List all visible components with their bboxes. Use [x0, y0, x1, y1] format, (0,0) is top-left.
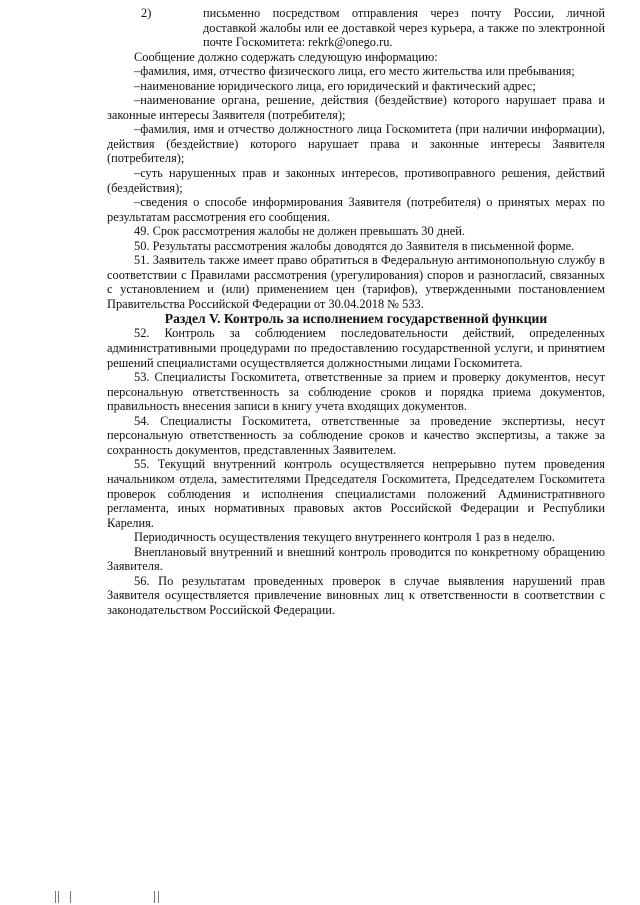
item-number: 2) [141, 6, 152, 20]
paragraph-49: 49. Срок рассмотрения жалобы не должен превышать 30 дней. [134, 224, 465, 239]
required-info-item: –сведения о способе информирования Заявителя (потребителя) о принятых мерах по результатам рассмотрения его сообщения. [107, 195, 605, 224]
required-info-item: –фамилия, имя и отчество должностного лица Госкомитета (при наличии информации), действия (бездействие) которого нарушает права и законные интересы Заявителя (потребителя); [107, 122, 605, 166]
message-intro: Сообщение должно содержать следующую информацию: [134, 49, 438, 64]
required-info-item: –суть нарушенных прав и законных интересов, противоправного решения, действий (бездействия); [107, 166, 605, 195]
required-info-item: –фамилия, имя, отчество физического лица, его место жительства или пребывания; [134, 64, 575, 79]
document-page [107, 6, 605, 617]
paragraph-52: 52. Контроль за соблюдением последовательности действий, определенных административными процедурами по предоставлению государственной услуги, и принятием решений специалистами осуществляется должностными лицами Госкомитета. [107, 326, 605, 370]
required-info-item: –наименование органа, решение, действия (бездействие) которого нарушает права и законные интересы Заявителя (потребителя); [107, 93, 605, 122]
paragraph-53: 53. Специалисты Госкомитета, ответственные за прием и проверку документов, несут персональную ответственность за соблюдение сроков и порядка приема документов, правильность внесения записи в книгу учета входящих документов. [107, 370, 605, 414]
section-title: Раздел V. Контроль за исполнением государственной функции [164, 311, 548, 327]
paragraph-50: 50. Результаты рассмотрения жалобы доводятся до Заявителя в письменной форме. [134, 238, 575, 253]
scan-artifact-marks [55, 891, 215, 903]
paragraph-55: 55. Текущий внутренний контроль осуществляется непрерывно путем проведения начальником отдела, заместителями Председателя Госкомитета, Председателем Госкомитета проверок соблюдения и исполнения специалистами положений Административного регламента, иных нормативных правовых актов Российской Федерации и Республики Карелия. [107, 457, 605, 530]
paragraph-54: 54. Специалисты Госкомитета, ответственные за проведение экспертизы, несут персональную ответственность за соблюдение сроков и качество экспертизы, а также за сохранность документов, представленных Заявителем. [107, 413, 605, 457]
paragraph-55-periodicity: Периодичность осуществления текущего внутреннего контроля 1 раз в неделю. [134, 530, 555, 545]
paragraph-55-unscheduled: Внеплановый внутренний и внешний контроль проводится по конкретному обращению Заявителя. [107, 544, 605, 574]
required-info-item: –наименование юридического лица, его юридический и фактический адрес; [134, 78, 536, 93]
list-item-2 [107, 6, 605, 50]
paragraph-56: 56. По результатам проведенных проверок в случае выявления нарушений прав Заявителя осуществляется привлечение виновных лиц к ответственности в соответствии с законодательством Российской Федерации. [107, 573, 605, 617]
paragraph-51: 51. Заявитель также имеет право обратиться в Федеральную антимонопольную службу в соответствии с Правилами рассмотрения (урегулирования) споров и разногласий, связанных с установлением и (или) применением цен (тарифов), утвержденными постановлением Правительства Российской Федерации от 30.04.2018 № 533. [107, 253, 605, 311]
item-text: письменно посредством отправления через почту России, личной доставкой жалобы или ее доставкой через курьера, а также по электронной почте Госкомитета: rekrk@onego.ru. [203, 6, 605, 50]
